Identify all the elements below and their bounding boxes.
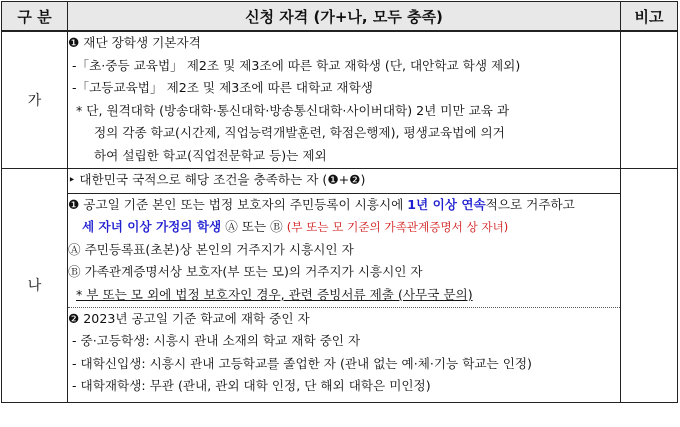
na-condition-2: ❷ 2023년 공고일 기준 학교에 재학 중인 자: [68, 310, 310, 326]
na-condition-1b: [68, 216, 620, 239]
na-option-a: Ⓐ 주민등록표(초본)상 본인의 거주지가 시흥시인 자: [68, 241, 354, 257]
na-c1b-red-note: (부 또는 모 기준의 가족관계증명서 상 자녀): [286, 220, 509, 235]
section-na-detail-row: [2, 193, 678, 402]
section-na-summary-row: [2, 168, 678, 193]
section-ga-bigo: [621, 31, 678, 168]
section-na-bigo: [621, 168, 678, 402]
header-qualification: 신청 자격 (가+나, 모두 충족): [68, 2, 621, 32]
na-c2-freshman: - 대학신입생: 시흥시 관내 고등학교를 졸업한 자 (관내 없는 예·체·기능 학교는 인정): [72, 355, 532, 371]
na-c2-middle-high: - 중·고등학생: 시흥시 관내 소재의 학교 재학 중인 자: [72, 333, 361, 349]
section-ga-content: [68, 31, 621, 168]
na-c1-pre: ❶ 공고일 기준 본인 또는 법정 보호자의 주민등록이 시흥시에: [68, 196, 408, 212]
ga-note-line-3: 하여 설립한 학교(직업전문학교 등)는 제외: [94, 147, 327, 163]
na-c1-emphasis: 1년 이상 연속: [407, 196, 486, 212]
header-gubun: 구 분: [2, 2, 68, 32]
na-c1b-emphasis: 세 자녀 이상 가정의 학생: [82, 219, 222, 235]
na-c1b-mid: Ⓐ 또는 Ⓑ: [221, 219, 287, 235]
ga-line-university: -「고등교육법」 제2조 및 제3조에 따른 대학교 재학생: [72, 80, 373, 96]
table-header-row: [2, 2, 678, 32]
ga-line-school: -「초·중등 교육법」 제2조 및 제3조에 따른 학교 재학생 (단, 대안학교 학생 제외): [72, 57, 521, 73]
na-summary: [68, 168, 621, 193]
section-ga-label: 가: [2, 31, 68, 168]
section-na-content: [68, 193, 621, 402]
ga-note-line-1: * 단, 원격대학 (방송대학·통신대학·방송통신대학·사이버대학) 2년 미만 교육 과: [76, 102, 510, 118]
section-na-label: 나: [2, 168, 68, 402]
na-summary-text: ‣ 대한민국 국적으로 해당 조건을 충족하는 자 (❶+❷): [68, 171, 366, 187]
section-ga-row: [2, 31, 678, 168]
na-guardian-note-text: * 부 또는 모 외에 법정 보호자인 경우, 관련 증빙서류 제출 (사무국 문의): [76, 286, 473, 302]
qualification-table: [1, 1, 678, 403]
na-c1-post: 적으로 거주하고: [485, 196, 575, 212]
na-guardian-note: [68, 284, 620, 308]
na-option-b: Ⓑ 가족관계증명서상 보호자(부 또는 모)의 거주지가 시흥시인 자: [68, 264, 423, 280]
na-condition-1: [68, 194, 620, 217]
na-c2-enrolled: - 대학재학생: 무관 (관내, 관외 대학 인정, 단 해외 대학은 미인정): [72, 378, 431, 394]
ga-note-line-2: 정의 각종 학교(시간제, 직업능력개발훈련, 학점은행제), 평생교육법에 의거: [94, 125, 505, 141]
ga-basic-title: ❶ 재단 장학생 기본자격: [68, 35, 201, 50]
header-bigo: 비고: [621, 2, 678, 32]
